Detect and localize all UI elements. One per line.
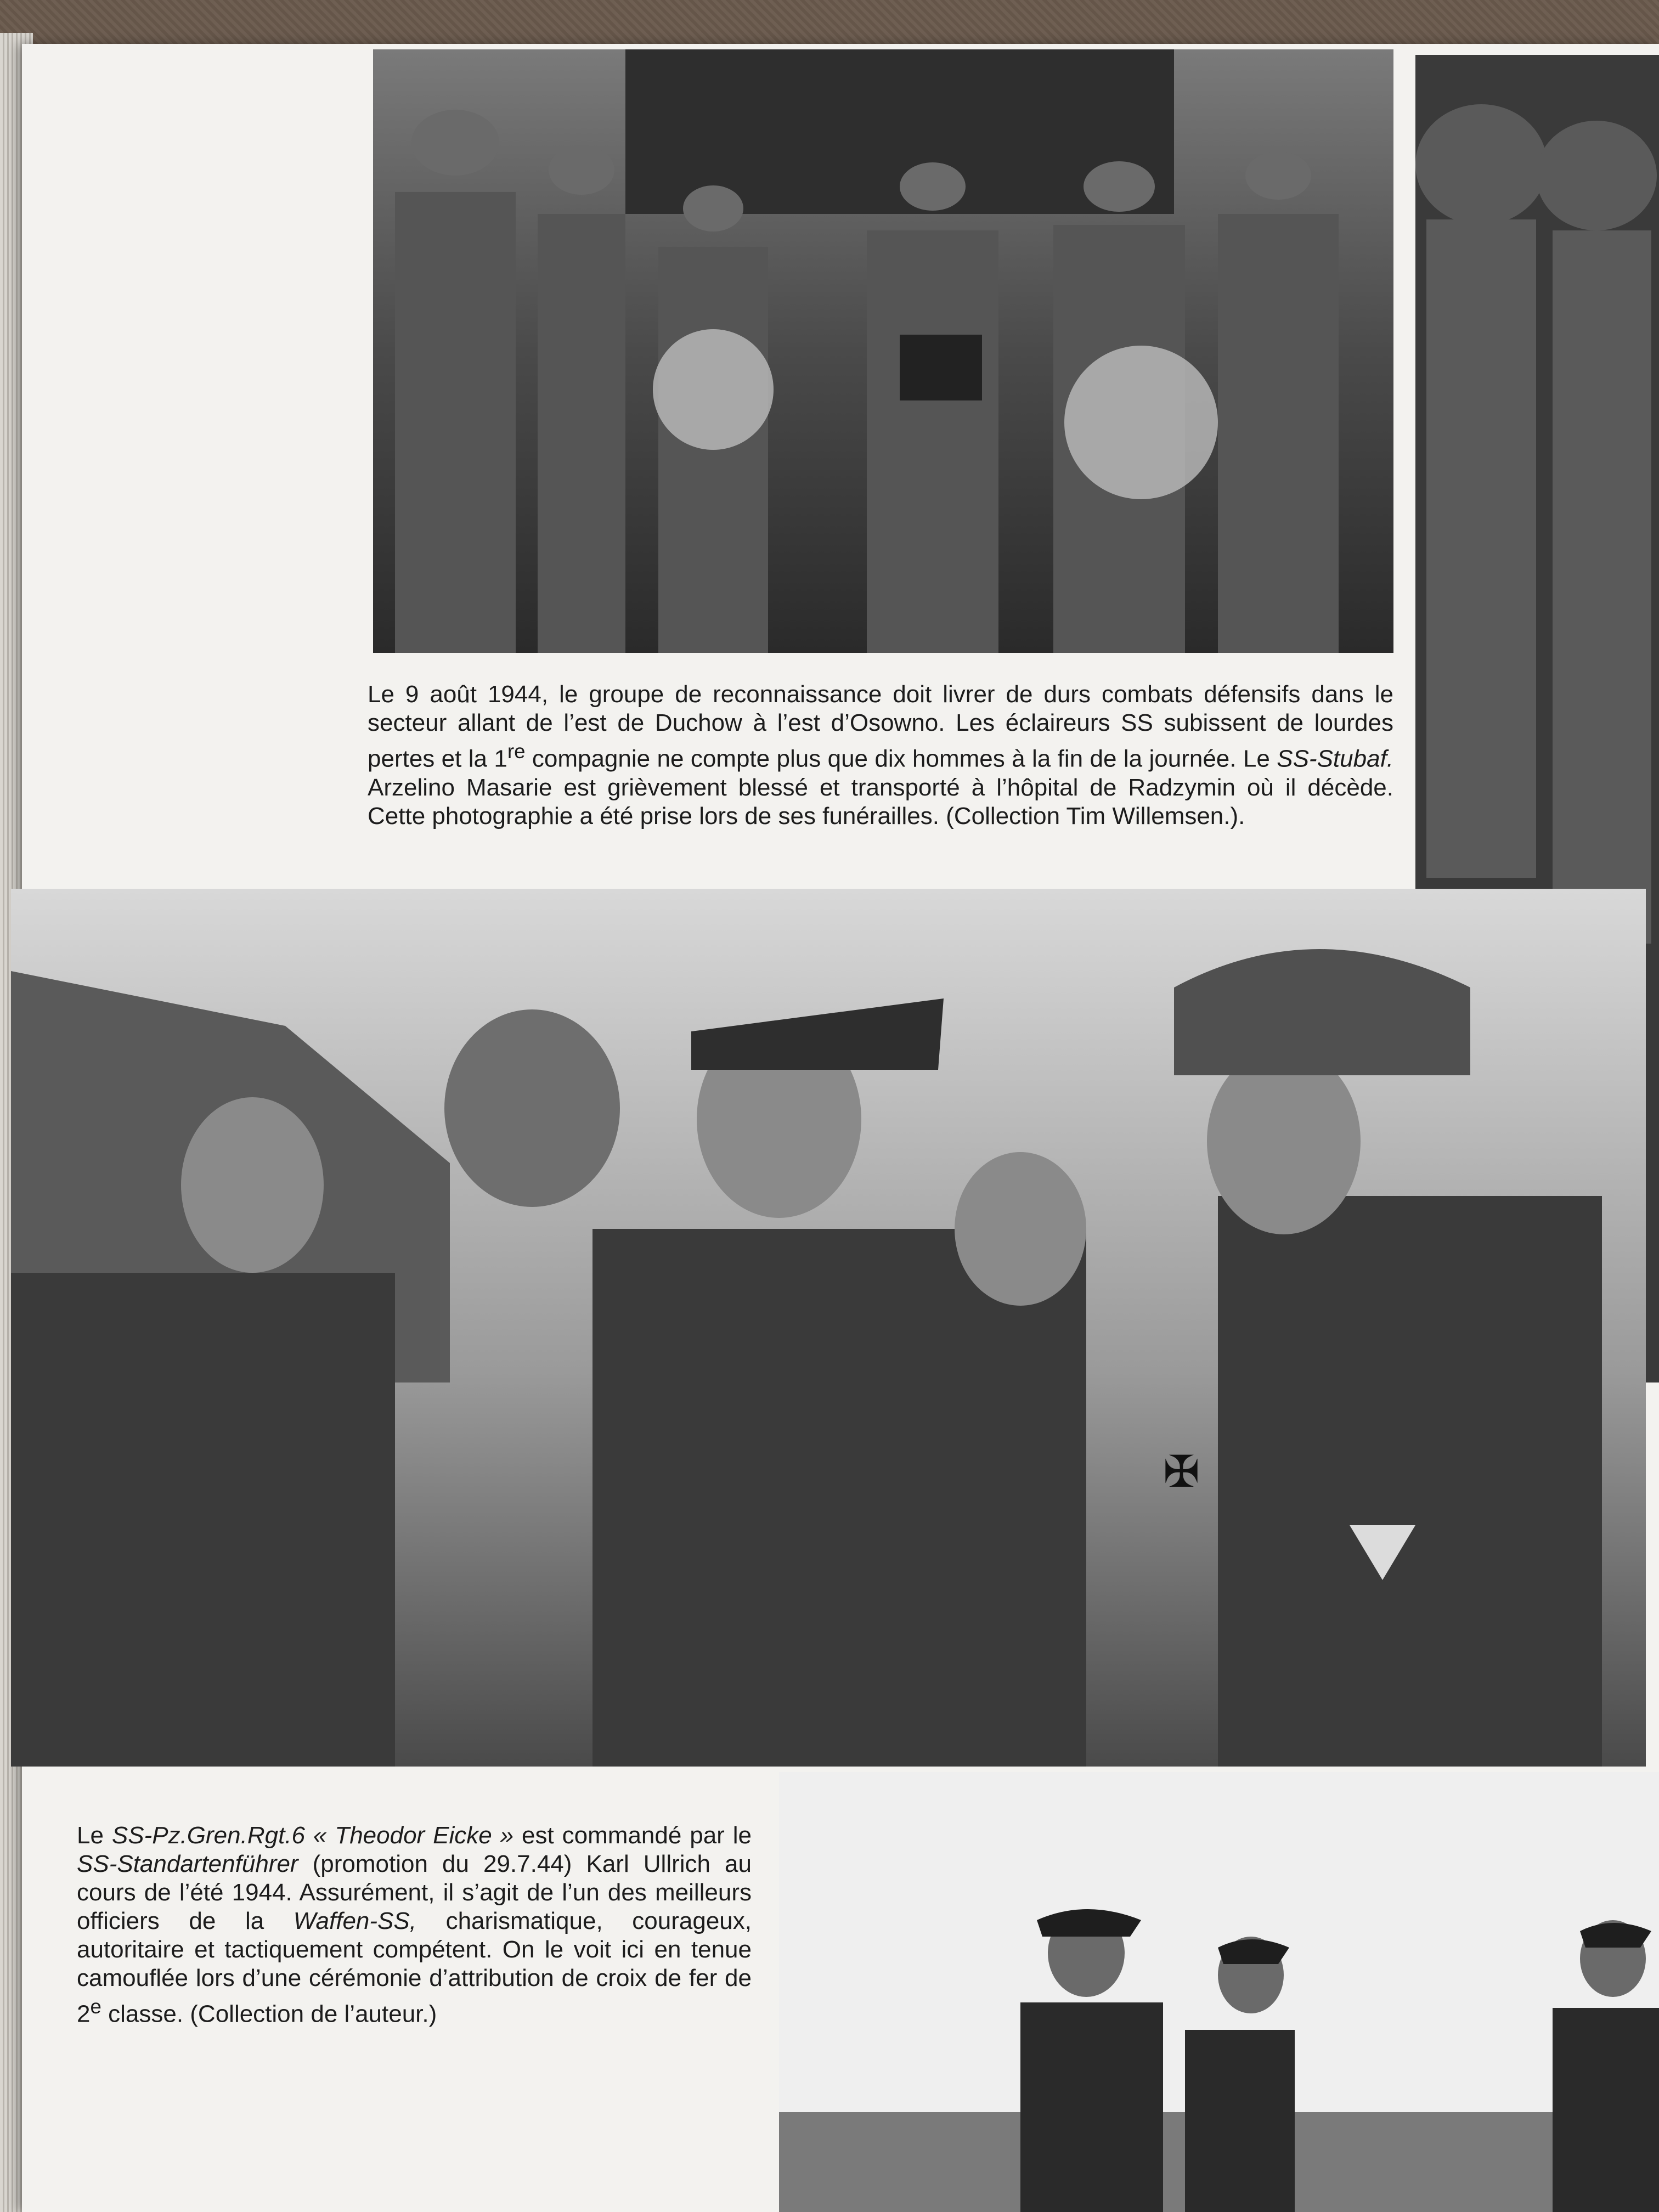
caption-text: Le (77, 1822, 112, 1849)
ceremony-photo-image (11, 889, 1646, 1767)
caption-text: Le 9 août 1944, le groupe de reconnaissance doit livrer de durs combats défensifs dans le secteur allant de l’est de Duchow à l’est d’Osowno. Les éclaireurs SS subissent de lourdes pertes et la 1 (368, 681, 1393, 772)
funeral-caption (368, 680, 1393, 831)
caption-text: charismatique, courageux, autoritaire et tactiquement compétent. On le voit ici en tenue camouflée lors d’une cérémonie d’attribution de croix de fer de 2 (77, 1908, 752, 2028)
caption-text: compagnie ne compte plus que dix hommes à la fin de la journée. Le (525, 745, 1277, 772)
caption-text: classe. (Collection de l’auteur.) (101, 2000, 437, 2028)
officers-photo-image (779, 1772, 1659, 2212)
funeral-photo (373, 49, 1393, 653)
funeral-photo-image (373, 49, 1393, 653)
caption-italic: SS-Standartenführer (77, 1850, 298, 1877)
ceremony-photo (11, 889, 1646, 1767)
ceremony-caption (77, 1821, 752, 2029)
caption-text: est commandé par le (514, 1822, 752, 1849)
book-page (22, 44, 1659, 2212)
caption-italic: SS-Pz.Gren.Rgt.6 « Theodor Eicke » (111, 1822, 514, 1849)
caption-italic: Waffen-SS, (293, 1908, 416, 1934)
caption-superscript: re (507, 740, 526, 763)
caption-text: Arzelino Masarie est grièvement blessé et transporté à l’hôpital de Radzymin où il décède. Cette photographie a été prise lors de ses funérailles. (Collection Tim Willemsen.). (368, 774, 1393, 830)
officers-photo (779, 1772, 1659, 2212)
bleed-through-text (132, 208, 362, 428)
svg-text:✠: ✠ (1163, 1447, 1200, 1496)
caption-text: (promotion du 29.7.44) Karl Ullrich au cours de l’été 1944. Assurément, il s’agit de l’un des meilleurs officiers de la (77, 1850, 752, 1934)
caption-italic: SS-Stubaf. (1277, 745, 1394, 772)
caption-superscript: e (90, 1995, 101, 2018)
